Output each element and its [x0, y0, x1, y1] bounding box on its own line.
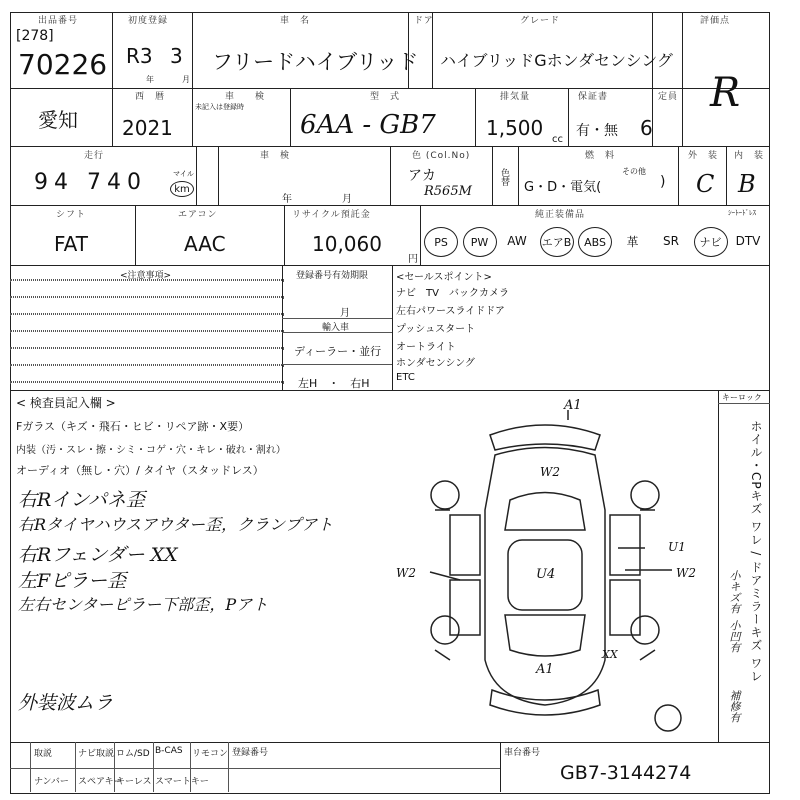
car-name: フリードハイブリッド: [212, 50, 419, 74]
sales-point: 左右パワースライドドア: [396, 306, 505, 317]
warranty: 有・無: [576, 123, 618, 139]
sales-point: ETC: [396, 372, 415, 383]
steering-side: 左H ・ 右H: [298, 377, 370, 390]
equipment-item: AW: [507, 234, 527, 248]
sales-point: プッシュスタート: [396, 324, 476, 335]
equipment-item: 革: [626, 234, 639, 249]
mark-w2-top: W2: [540, 465, 560, 479]
sales-point: ホンダセンシング: [396, 358, 475, 369]
mileage: 94 740: [34, 170, 147, 195]
exterior-grade: C: [696, 170, 715, 198]
color-code: R565M: [424, 184, 472, 199]
inspection-note: 右Rインパネ歪: [18, 489, 145, 511]
inspection-note: 左右センターピラー下部歪，Pアト: [18, 595, 269, 614]
glass-line: Fガラス（キズ・飛石・ヒビ・リペア跡・X要）: [16, 420, 250, 433]
equipment-item: エアB: [540, 227, 574, 257]
score-label: 評価点: [700, 16, 731, 26]
inspection-note: 右Rタイヤハウスアウター歪，クランプアト: [18, 515, 334, 534]
model-label: 車 名: [280, 16, 311, 26]
mark-w2-left: W2: [396, 566, 416, 580]
interior-grade: B: [738, 170, 756, 198]
lot-number: 70226: [18, 48, 108, 81]
equipment-item: ABS: [578, 227, 612, 257]
mark-a1-top: A1: [564, 398, 582, 413]
chassis-number: GB7-3144274: [560, 762, 692, 784]
model-year: 2021: [122, 116, 173, 140]
color: アカ: [408, 168, 436, 184]
mark-u1: U1: [668, 540, 686, 554]
interior-line: 内装（汚・スレ・擦・シミ・コゲ・穴・キレ・破れ・割れ）: [16, 445, 286, 456]
mileage-unit-km: km: [170, 181, 194, 197]
wheel-mirror-note: ホイル・CPキズ ワレ / ドアミラーキズ ワレ: [749, 420, 763, 683]
grade: ハイブリッドGホンダセンシング: [440, 51, 673, 70]
air-conditioner: AAC: [184, 232, 226, 256]
sales-point: ナビ TV バックカメラ: [396, 288, 509, 299]
audio-line: オーディオ（無し・穴）/ タイヤ（スタッドレス）: [16, 464, 264, 477]
reg-era: R3: [126, 44, 153, 68]
lot-sub: [278]: [16, 28, 54, 44]
reg-label: 初度登録: [128, 16, 169, 26]
dealer-import: ディーラー・並行: [294, 345, 382, 358]
equipment-item: PW: [463, 227, 497, 257]
mark-w2-right: W2: [676, 566, 696, 580]
mark-xx: XX: [602, 648, 618, 661]
displacement: 1,500: [486, 116, 544, 140]
model-type: 6AA - GB7: [300, 110, 436, 140]
equipment-item: SR: [663, 234, 679, 248]
seats: 6: [640, 116, 653, 140]
equipment-item: PS: [424, 227, 458, 257]
reg-month: 3: [170, 44, 183, 68]
equipment-item: ナビ: [694, 227, 728, 257]
score-value: R: [710, 70, 741, 116]
lot-label: 出品番号: [38, 16, 79, 26]
inspection-title: < 検査員記入欄 >: [16, 396, 116, 410]
inspection-note: 右Rフェンダー XX: [18, 544, 178, 566]
mark-u4: U4: [536, 567, 556, 582]
mark-a1-bottom: A1: [536, 662, 554, 677]
grade-label: グレード: [520, 16, 561, 26]
equipment-item: DTV: [735, 234, 761, 248]
inspection-note-bottom: 外装波ムラ: [18, 692, 114, 714]
door-label: ドア: [414, 16, 434, 26]
inspection-note: 左Fピラー歪: [18, 570, 127, 592]
recycle-fee: 10,060: [312, 232, 382, 256]
fuel: G・D・電気(: [524, 180, 602, 195]
prefecture: 愛知: [38, 108, 78, 132]
shift: FAT: [54, 232, 89, 256]
sales-point: オートライト: [396, 342, 456, 353]
